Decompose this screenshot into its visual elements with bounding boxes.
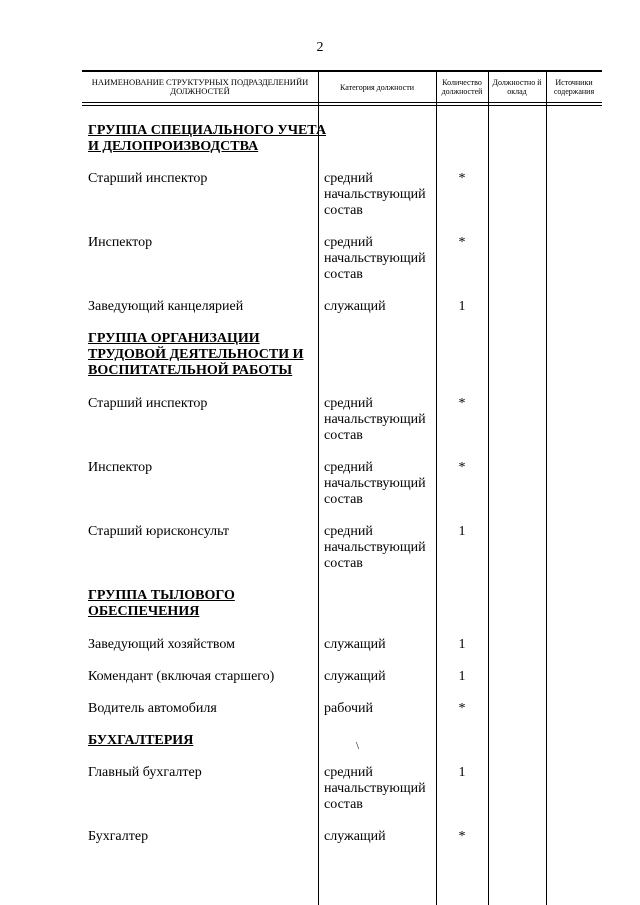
row-quantity: * bbox=[458, 396, 466, 411]
page-number: 2 bbox=[316, 40, 324, 55]
row-quantity: 1 bbox=[458, 637, 466, 652]
row-category: средний начальствующий состав bbox=[324, 460, 426, 507]
group-title: ГРУППА ТЫЛОВОГО ОБЕСПЕЧЕНИЯ bbox=[88, 588, 235, 619]
header-double-border bbox=[82, 105, 602, 106]
staff-table bbox=[82, 70, 602, 905]
row-category: средний начальствующий состав bbox=[324, 524, 426, 571]
row-name: Заведующий канцелярией bbox=[88, 299, 244, 314]
row-quantity: 1 bbox=[458, 524, 466, 539]
column-divider bbox=[488, 70, 489, 905]
header-name: НАИМЕНОВАНИЕ СТРУКТУРНЫХ ПОДРАЗДЕЛЕНИЙИ ДОЛЖНОСТЕЙ bbox=[91, 77, 309, 96]
row-name: Старший юрисконсульт bbox=[88, 524, 230, 539]
row-name: Заведующий хозяйством bbox=[88, 637, 235, 652]
row-category: служащий bbox=[324, 299, 386, 314]
row-category: служащий bbox=[324, 669, 386, 684]
row-quantity: * bbox=[458, 829, 466, 844]
group-title: ГРУППА ОРГАНИЗАЦИИ ТРУДОВОЙ ДЕЯТЕЛЬНОСТИ И ВОСПИТАТЕЛЬНОЙ РАБОТЫ bbox=[88, 331, 304, 378]
header-source: Источники содержания bbox=[553, 78, 595, 96]
row-name: Бухгалтер bbox=[88, 829, 149, 844]
group-title: БУХГАЛТЕРИЯ bbox=[88, 733, 194, 748]
stray-mark: \ bbox=[356, 740, 360, 752]
row-category: средний начальствующий состав bbox=[324, 171, 426, 218]
row-quantity: 1 bbox=[458, 669, 466, 684]
row-category: средний начальствующий состав bbox=[324, 396, 426, 443]
row-name: Главный бухгалтер bbox=[88, 765, 202, 780]
row-quantity: * bbox=[458, 235, 466, 250]
row-quantity: 1 bbox=[458, 299, 466, 314]
row-quantity: * bbox=[458, 701, 466, 716]
row-name: Комендант (включая старшего) bbox=[88, 669, 275, 684]
header-quantity: Количество должностей bbox=[441, 78, 483, 96]
header-bottom-border bbox=[82, 102, 602, 103]
row-quantity: 1 bbox=[458, 765, 466, 780]
row-category: служащий bbox=[324, 829, 386, 844]
row-category: средний начальствующий состав bbox=[324, 765, 426, 812]
row-name: Инспектор bbox=[88, 235, 153, 250]
header-category: Категория должности bbox=[340, 82, 414, 92]
row-category: рабочий bbox=[324, 701, 373, 716]
column-divider bbox=[546, 70, 547, 905]
row-category: средний начальствующий состав bbox=[324, 235, 426, 282]
header-salary: Должностно й оклад bbox=[492, 78, 542, 96]
row-category: служащий bbox=[324, 637, 386, 652]
row-quantity: * bbox=[458, 171, 466, 186]
group-title: ГРУППА СПЕЦИАЛЬНОГО УЧЕТА И ДЕЛОПРОИЗВОДСТВА bbox=[88, 123, 327, 154]
column-divider bbox=[318, 70, 319, 905]
row-name: Старший инспектор bbox=[88, 171, 208, 186]
row-quantity: * bbox=[458, 460, 466, 475]
row-name: Старший инспектор bbox=[88, 396, 208, 411]
row-name: Водитель автомобиля bbox=[88, 701, 217, 716]
row-name: Инспектор bbox=[88, 460, 153, 475]
